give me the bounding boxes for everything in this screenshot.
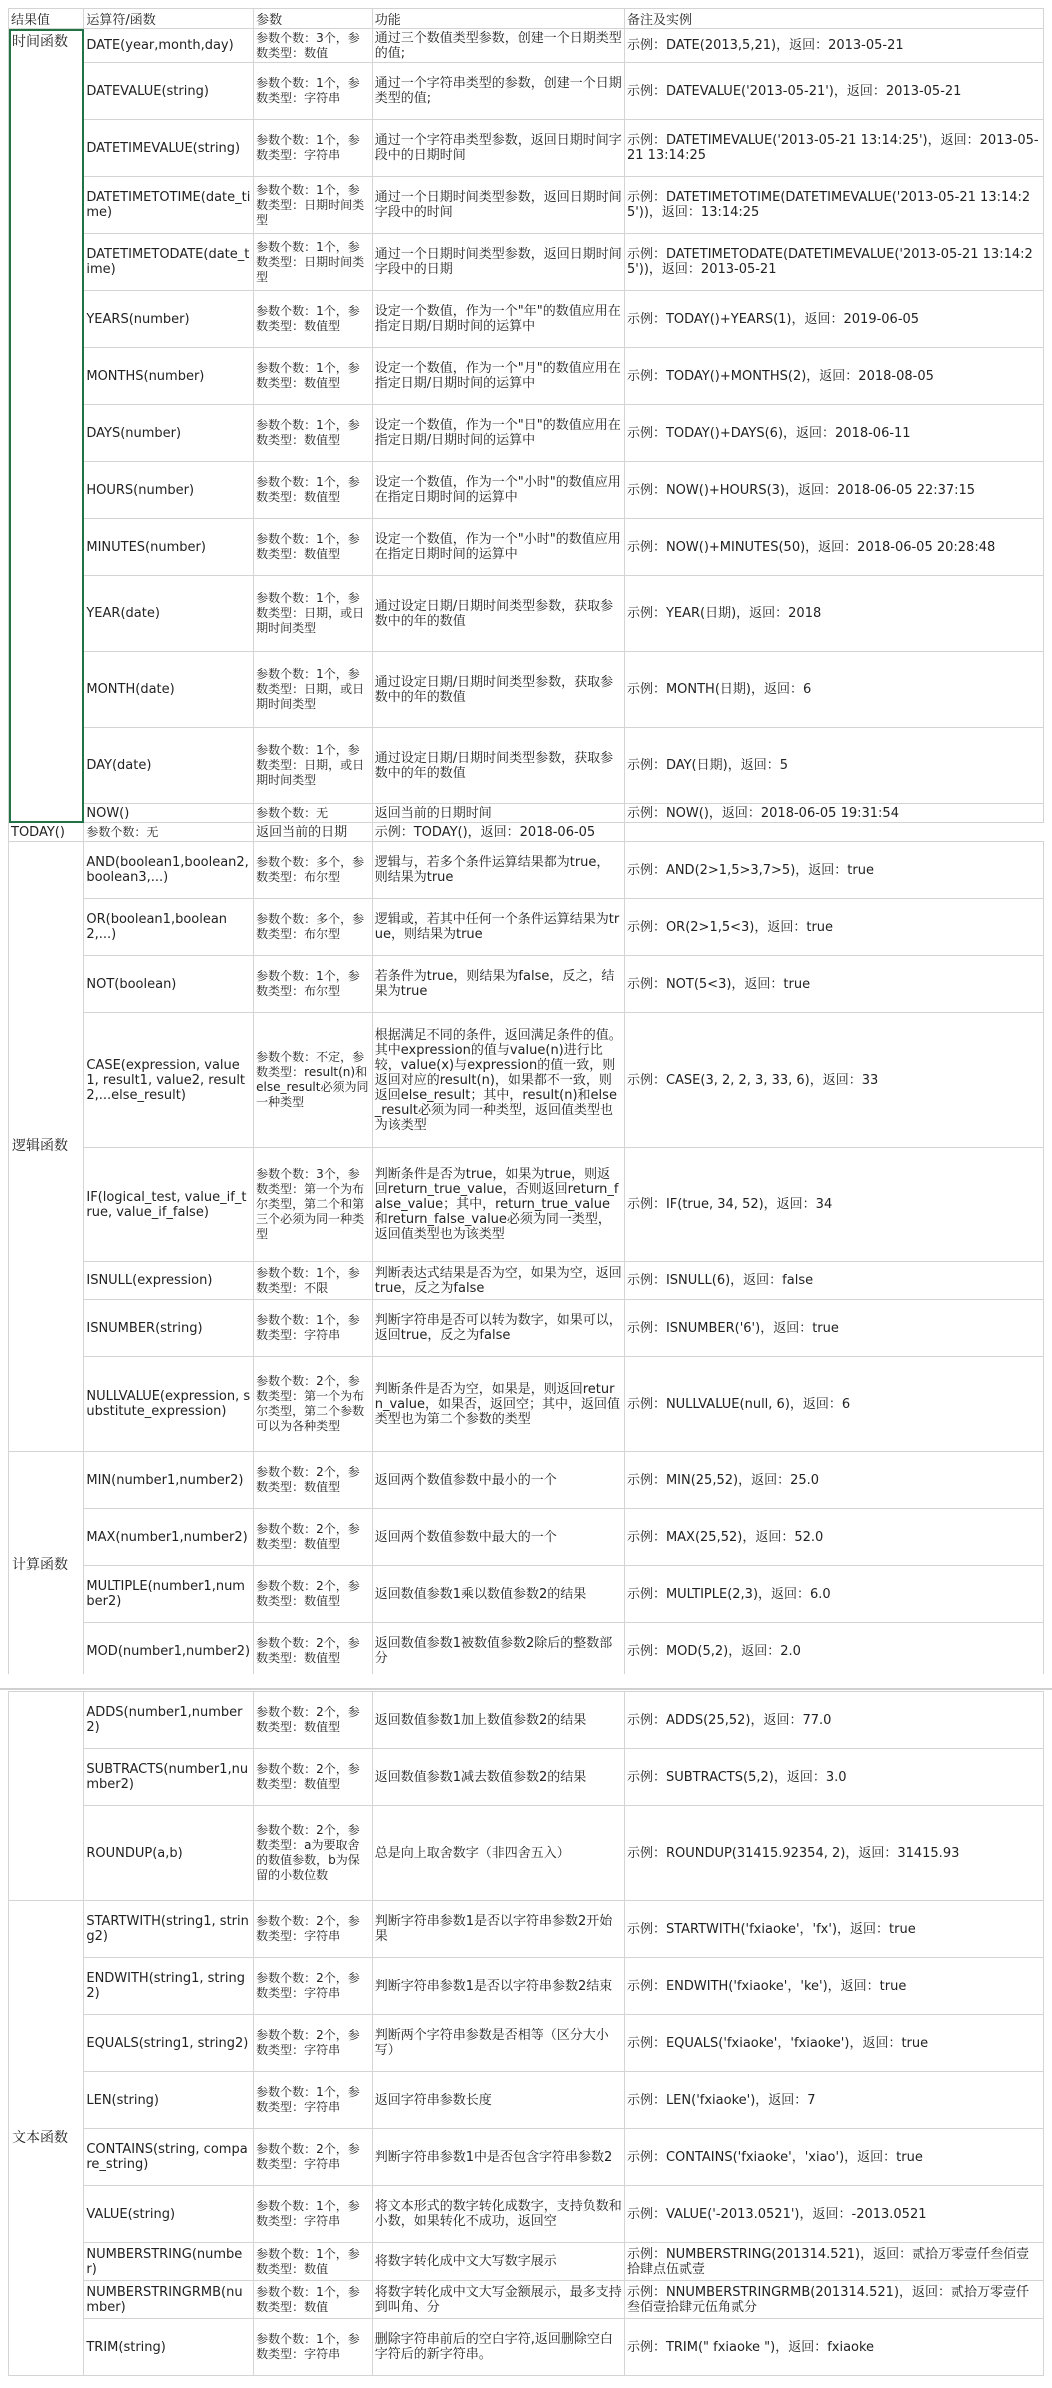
params-cell[interactable]: 参数个数：2个，参数类型：字符串	[254, 2015, 373, 2072]
params-cell[interactable]: 参数个数：1个，参数类型：字符串	[254, 2072, 373, 2129]
description-cell[interactable]: 将数字转化成中文大写金额展示，最多支持到叫角、分	[372, 2281, 624, 2319]
table-row	[9, 1452, 1044, 1509]
description-cell[interactable]: 返回数值参数1被数值参数2除后的整数部分	[372, 1623, 624, 1680]
table-row	[9, 2015, 1044, 2072]
table-row	[9, 1958, 1044, 2015]
params-cell[interactable]: 参数个数：2个，参数类型：数值型	[254, 1509, 373, 1566]
function-name-cell[interactable]: HOURS(number)	[84, 462, 254, 519]
description-cell[interactable]: 通过设定日期/日期时间类型参数，获取参数中的年的数值	[372, 576, 624, 652]
example-cell[interactable]: 示例：TODAY()，返回：2018-06-05	[372, 823, 624, 842]
table-row	[9, 2072, 1044, 2129]
table-row	[9, 899, 1044, 956]
params-cell[interactable]: 参数个数：2个，参数类型：数值型	[254, 1452, 373, 1509]
function-name-cell[interactable]: NOT(boolean)	[84, 956, 254, 1013]
description-cell[interactable]: 通过设定日期/日期时间类型参数，获取参数中的年的数值	[372, 728, 624, 804]
function-name-cell[interactable]: DATEVALUE(string)	[84, 63, 254, 120]
params-cell[interactable]: 参数个数：3个，参数类型：第一个为布尔类型，第二个和第三个必须为同一种类型	[254, 1148, 373, 1262]
function-name-cell[interactable]: DATE(year,month,day)	[84, 29, 254, 63]
table-row	[9, 63, 1044, 120]
function-name-cell[interactable]: AND(boolean1,boolean2,boolean3,...)	[84, 842, 254, 899]
table-row	[9, 1013, 1044, 1148]
description-cell[interactable]: 逻辑与，若多个条件运算结果都为true，则结果为true	[372, 842, 624, 899]
description-cell[interactable]: 若条件为true，则结果为false，反之，结果为true	[372, 956, 624, 1013]
description-cell[interactable]: 设定一个数值，作为一个"月"的数值应用在指定日期/日期时间的运算中	[372, 348, 624, 405]
header-result-type[interactable]: 结果值	[9, 9, 84, 29]
header-params[interactable]: 参数	[254, 9, 373, 29]
example-cell[interactable]: 示例：NOW()，返回：2018-06-05 19:31:54	[624, 804, 1043, 823]
description-cell[interactable]: 返回当前的日期	[254, 823, 373, 842]
example-cell[interactable]: 示例：DATE(2013,5,21)，返回：2013-05-21	[624, 29, 1043, 63]
function-name-cell[interactable]: STARTWITH(string1, string2)	[84, 1901, 254, 1958]
function-name-cell[interactable]: OR(boolean1,boolean2,...)	[84, 899, 254, 956]
params-cell[interactable]: 参数个数：1个，参数类型：数值型	[254, 405, 373, 462]
table-row	[9, 1300, 1044, 1357]
function-name-cell[interactable]: NOW()	[84, 804, 254, 823]
function-name-cell[interactable]: MAX(number1,number2)	[84, 1509, 254, 1566]
function-name-cell[interactable]: DATETIMETOTIME(date_time)	[84, 177, 254, 234]
example-cell[interactable]: 示例：MAX(25,52)，返回：52.0	[624, 1509, 1043, 1566]
table-row	[9, 2129, 1044, 2186]
example-cell[interactable]: 示例：ADDS(25,52)，返回：77.0	[624, 1692, 1043, 1749]
params-cell[interactable]: 参数个数：多个，参数类型：布尔型	[254, 842, 373, 899]
params-cell[interactable]: 参数个数：2个，参数类型：数值型	[254, 1623, 373, 1680]
params-cell[interactable]: 参数个数：1个，参数类型：数值型	[254, 348, 373, 405]
function-name-cell[interactable]: ROUNDUP(a,b)	[84, 1806, 254, 1901]
function-name-cell[interactable]: NULLVALUE(expression, substitute_expression)	[84, 1357, 254, 1452]
function-name-cell[interactable]: IF(logical_test, value_if_true, value_if_false)	[84, 1148, 254, 1262]
table-row	[9, 842, 1044, 899]
example-cell[interactable]: 示例：IF(true, 34, 52)，返回：34	[624, 1148, 1043, 1262]
function-name-cell[interactable]: YEAR(date)	[84, 576, 254, 652]
function-name-cell[interactable]: YEARS(number)	[84, 291, 254, 348]
function-name-cell[interactable]: SUBTRACTS(number1,number2)	[84, 1749, 254, 1806]
table-row	[9, 2243, 1044, 2281]
description-cell[interactable]: 返回两个数值参数中最大的一个	[372, 1509, 624, 1566]
example-cell[interactable]: 示例：NOW()+MINUTES(50)，返回：2018-06-05 20:28:48	[624, 519, 1043, 576]
description-cell[interactable]: 设定一个数值，作为一个"年"的数值应用在指定日期/日期时间的运算中	[372, 291, 624, 348]
table-row	[9, 1806, 1044, 1901]
function-name-cell[interactable]: ENDWITH(string1, string2)	[84, 1958, 254, 2015]
function-name-cell[interactable]: ISNUMBER(string)	[84, 1300, 254, 1357]
table-row	[9, 1566, 1044, 1623]
function-name-cell[interactable]: DATETIMEVALUE(string)	[84, 120, 254, 177]
params-cell[interactable]: 参数个数：3个，参数类型：数值	[254, 29, 373, 63]
params-cell[interactable]: 参数个数：多个，参数类型：布尔型	[254, 899, 373, 956]
category-cell[interactable]	[9, 1692, 84, 1901]
description-cell[interactable]: 根据满足不同的条件，返回满足条件的值。其中expression的值与value(n)进行比较，value(x)与expression的值一致，则返回对应的result(n)，如果都不一致，则返回else_result；其中，result(n)和else_result必须为同一种类型，返回值类型也为该类型	[372, 1013, 624, 1148]
description-cell[interactable]: 通过一个字符串类型的参数，创建一个日期类型的值;	[372, 63, 624, 120]
function-name-cell[interactable]: TRIM(string)	[84, 2319, 254, 2376]
description-cell[interactable]: 返回当前的日期时间	[372, 804, 624, 823]
table-row	[9, 405, 1044, 462]
description-cell[interactable]: 逻辑或，若其中任何一个条件运算结果为true，则结果为true	[372, 899, 624, 956]
params-cell[interactable]: 参数个数：1个，参数类型：不限	[254, 1262, 373, 1300]
function-name-cell[interactable]: EQUALS(string1, string2)	[84, 2015, 254, 2072]
description-cell[interactable]: 通过一个日期时间类型参数，返回日期时间字段中的日期	[372, 234, 624, 291]
description-cell[interactable]: 返回字符串参数长度	[372, 2072, 624, 2129]
table-row	[9, 177, 1044, 234]
table-row	[9, 29, 1044, 63]
table-row	[9, 1509, 1044, 1566]
example-cell[interactable]: 示例：DAY(日期)，返回：5	[624, 728, 1043, 804]
example-cell[interactable]: 示例：NNUMBERSTRINGRMB(201314.521)，返回：贰拾万零壹仟叁佰壹拾肆元伍角贰分	[624, 2281, 1043, 2319]
table-row	[9, 1623, 1044, 1680]
example-cell[interactable]: 示例：VALUE('-2013.0521')，返回：-2013.0521	[624, 2186, 1043, 2243]
example-cell[interactable]: 示例：LEN('fxiaoke')，返回：7	[624, 2072, 1043, 2129]
header-example[interactable]: 备注及实例	[624, 9, 1043, 29]
category-cell[interactable]: 逻辑函数	[9, 842, 84, 1452]
description-cell[interactable]: 返回两个数值参数中最小的一个	[372, 1452, 624, 1509]
table-row	[9, 234, 1044, 291]
params-cell[interactable]: 参数个数：1个，参数类型：日期，或日期时间类型	[254, 652, 373, 728]
example-cell[interactable]: 示例：DATEVALUE('2013-05-21')，返回：2013-05-21	[624, 63, 1043, 120]
table-row	[9, 462, 1044, 519]
params-cell[interactable]: 参数个数：2个，参数类型：数值型	[254, 1692, 373, 1749]
description-cell[interactable]: 通过一个日期时间类型参数，返回日期时间字段中的时间	[372, 177, 624, 234]
example-cell[interactable]: 示例：MIN(25,52)，返回：25.0	[624, 1452, 1043, 1509]
header-function[interactable]: 运算符/函数	[84, 9, 254, 29]
function-name-cell[interactable]: NUMBERSTRING(number)	[84, 2243, 254, 2281]
params-cell[interactable]: 参数个数：1个，参数类型：字符串	[254, 2186, 373, 2243]
function-table-part2	[8, 1691, 1044, 2376]
example-cell[interactable]: 示例：ISNULL(6)，返回：false	[624, 1262, 1043, 1300]
table-row	[9, 2281, 1044, 2319]
example-cell[interactable]: 示例：CONTAINS('fxiaoke'，'xiao')，返回：true	[624, 2129, 1043, 2186]
function-name-cell[interactable]: CONTAINS(string, compare_string)	[84, 2129, 254, 2186]
example-cell[interactable]: 示例：NUMBERSTRING(201314.521)，返回：贰拾万零壹仟叁佰壹拾肆点伍贰壹	[624, 2243, 1043, 2281]
header-row	[9, 9, 1044, 29]
params-cell[interactable]: 参数个数：1个，参数类型：字符串	[254, 63, 373, 120]
function-name-cell[interactable]: MOD(number1,number2)	[84, 1623, 254, 1680]
params-cell[interactable]: 参数个数：2个，参数类型：数值型	[254, 1749, 373, 1806]
params-cell[interactable]: 参数个数：1个，参数类型：数值型	[254, 462, 373, 519]
table-row	[9, 956, 1044, 1013]
header-description[interactable]: 功能	[372, 9, 624, 29]
description-cell[interactable]: 判断字符串参数1是否以字符串参数2结束	[372, 1958, 624, 2015]
example-cell[interactable]: 示例：ROUNDUP(31415.92354, 2)，返回：31415.93	[624, 1806, 1043, 1901]
table-row	[9, 1692, 1044, 1749]
example-cell[interactable]: 示例：DATETIMEVALUE('2013-05-21 13:14:25')，返回：2013-05-21 13:14:25	[624, 120, 1043, 177]
params-cell[interactable]: 参数个数：2个，参数类型：字符串	[254, 1958, 373, 2015]
function-name-cell[interactable]: DAY(date)	[84, 728, 254, 804]
description-cell[interactable]: 总是向上取舍数字（非四舍五入）	[372, 1806, 624, 1901]
params-cell[interactable]: 参数个数：1个，参数类型：日期时间类型	[254, 234, 373, 291]
table-row	[9, 1262, 1044, 1300]
example-cell[interactable]: 示例：MONTH(日期)，返回：6	[624, 652, 1043, 728]
table-row	[9, 728, 1044, 804]
function-name-cell[interactable]: LEN(string)	[84, 2072, 254, 2129]
example-cell[interactable]: 示例：MULTIPLE(2,3)，返回：6.0	[624, 1566, 1043, 1623]
description-cell[interactable]: 判断字符串参数1是否以字符串参数2开始果	[372, 1901, 624, 1958]
category-cell[interactable]: 计算函数	[9, 1452, 84, 1680]
table-row	[9, 120, 1044, 177]
description-cell[interactable]: 判断两个字符串参数是否相等（区分大小写）	[372, 2015, 624, 2072]
function-name-cell[interactable]: MINUTES(number)	[84, 519, 254, 576]
table-row	[9, 1901, 1044, 1958]
description-cell[interactable]: 返回数值参数1减去数值参数2的结果	[372, 1749, 624, 1806]
params-cell[interactable]: 参数个数：2个，参数类型：数值型	[254, 1566, 373, 1623]
description-cell[interactable]: 判断条件是否为空，如果是，则返回return_value，如果否，返回空；其中，返回值类型也为第二个参数的类型	[372, 1357, 624, 1452]
table-row	[9, 1357, 1044, 1452]
params-cell[interactable]: 参数个数：1个，参数类型：数值型	[254, 291, 373, 348]
description-cell[interactable]: 判断字符串是否可以转为数字，如果可以，返回true，反之为false	[372, 1300, 624, 1357]
table-row	[9, 576, 1044, 652]
example-cell[interactable]: 示例：TODAY()+DAYS(6)，返回：2018-06-11	[624, 405, 1043, 462]
table-row	[9, 804, 1044, 823]
params-cell[interactable]: 参数个数：1个，参数类型：日期，或日期时间类型	[254, 728, 373, 804]
function-name-cell[interactable]: ADDS(number1,number2)	[84, 1692, 254, 1749]
params-cell[interactable]: 参数个数：1个，参数类型：数值	[254, 2281, 373, 2319]
description-cell[interactable]: 设定一个数值，作为一个"日"的数值应用在指定日期/日期时间的运算中	[372, 405, 624, 462]
example-cell[interactable]: 示例：ISNUMBER('6')，返回：true	[624, 1300, 1043, 1357]
params-cell[interactable]: 参数个数：1个，参数类型：日期时间类型	[254, 177, 373, 234]
example-cell[interactable]: 示例：DATETIMETODATE(DATETIMEVALUE('2013-05-21 13:14:25'))，返回：2013-05-21	[624, 234, 1043, 291]
params-cell[interactable]: 参数个数：2个，参数类型：字符串	[254, 2129, 373, 2186]
description-cell[interactable]: 返回数值参数1加上数值参数2的结果	[372, 1692, 624, 1749]
function-name-cell[interactable]: MULTIPLE(number1,number2)	[84, 1566, 254, 1623]
description-cell[interactable]: 返回数值参数1乘以数值参数2的结果	[372, 1566, 624, 1623]
function-name-cell[interactable]: VALUE(string)	[84, 2186, 254, 2243]
table-row	[9, 652, 1044, 728]
example-cell[interactable]: 示例：TRIM(" fxiaoke ")，返回：fxiaoke	[624, 2319, 1043, 2376]
function-name-cell[interactable]: MIN(number1,number2)	[84, 1452, 254, 1509]
table-row	[9, 1749, 1044, 1806]
example-cell[interactable]: 示例：SUBTRACTS(5,2)，返回：3.0	[624, 1749, 1043, 1806]
function-name-cell[interactable]: TODAY()	[9, 823, 84, 842]
example-cell[interactable]: 示例：YEAR(日期)，返回：2018	[624, 576, 1043, 652]
description-cell[interactable]: 将文本形式的数字转化成数字，支持负数和小数，如果转化不成功，返回空	[372, 2186, 624, 2243]
description-cell[interactable]: 设定一个数值，作为一个"小时"的数值应用在指定日期时间的运算中	[372, 519, 624, 576]
description-cell[interactable]: 通过一个字符串类型参数，返回日期时间字段中的日期时间	[372, 120, 624, 177]
example-cell[interactable]: 示例：CASE(3, 2, 2, 3, 33, 6)，返回：33	[624, 1013, 1043, 1148]
params-cell[interactable]: 参数个数：1个，参数类型：字符串	[254, 2319, 373, 2376]
example-cell[interactable]: 示例：TODAY()+YEARS(1)，返回：2019-06-05	[624, 291, 1043, 348]
params-cell[interactable]: 参数个数：2个，参数类型：第一个为布尔类型，第二个参数可以为各种类型	[254, 1357, 373, 1452]
params-cell[interactable]: 参数个数：1个，参数类型：数值	[254, 2243, 373, 2281]
params-cell[interactable]: 参数个数：1个，参数类型：字符串	[254, 1300, 373, 1357]
function-name-cell[interactable]: DATETIMETODATE(date_time)	[84, 234, 254, 291]
function-name-cell[interactable]: CASE(expression, value1, result1, value2, result2,...else_result)	[84, 1013, 254, 1148]
description-cell[interactable]: 判断字符串参数1中是否包含字符串参数2	[372, 2129, 624, 2186]
params-cell[interactable]: 参数个数：1个，参数类型：日期，或日期时间类型	[254, 576, 373, 652]
params-cell[interactable]: 参数个数：1个，参数类型：数值型	[254, 519, 373, 576]
params-cell[interactable]: 参数个数：2个，参数类型：a为要取舍的数值参数，b为保留的小数位数	[254, 1806, 373, 1901]
params-cell[interactable]: 参数个数：无	[84, 823, 254, 842]
params-cell[interactable]: 参数个数：2个，参数类型：字符串	[254, 1901, 373, 1958]
table-row	[9, 519, 1044, 576]
example-cell[interactable]: 示例：DATETIMETOTIME(DATETIMEVALUE('2013-05-21 13:14:25'))，返回：13:14:25	[624, 177, 1043, 234]
table-row	[9, 348, 1044, 405]
table-row	[9, 1148, 1044, 1262]
description-cell[interactable]: 判断表达式结果是否为空，如果为空，返回true，反之为false	[372, 1262, 624, 1300]
category-cell[interactable]: 时间函数	[9, 29, 84, 823]
description-cell[interactable]: 通过设定日期/日期时间类型参数，获取参数中的年的数值	[372, 652, 624, 728]
example-cell[interactable]: 示例：TODAY()+MONTHS(2)，返回：2018-08-05	[624, 348, 1043, 405]
example-cell[interactable]: 示例：STARTWITH('fxiaoke'，'fx')，返回：true	[624, 1901, 1043, 1958]
description-cell[interactable]: 设定一个数值，作为一个"小时"的数值应用在指定日期时间的运算中	[372, 462, 624, 519]
params-cell[interactable]: 参数个数：1个，参数类型：字符串	[254, 120, 373, 177]
example-cell[interactable]: 示例：NOT(5<3)，返回：true	[624, 956, 1043, 1013]
table-row	[9, 823, 1044, 842]
description-cell[interactable]: 将数字转化成中文大写数字展示	[372, 2243, 624, 2281]
example-cell[interactable]: 示例：OR(2>1,5<3)，返回：true	[624, 899, 1043, 956]
example-cell[interactable]: 示例：ENDWITH('fxiaoke'，'ke')，返回：true	[624, 1958, 1043, 2015]
description-cell[interactable]: 通过三个数值类型参数，创建一个日期类型的值;	[372, 29, 624, 63]
params-cell[interactable]: 参数个数：无	[254, 804, 373, 823]
example-cell[interactable]: 示例：AND(2>1,5>3,7>5)，返回：true	[624, 842, 1043, 899]
example-cell[interactable]: 示例：NULLVALUE(null, 6)，返回：6	[624, 1357, 1043, 1452]
function-name-cell[interactable]: NUMBERSTRINGRMB(number)	[84, 2281, 254, 2319]
example-cell[interactable]: 示例：EQUALS('fxiaoke'，'fxiaoke')，返回：true	[624, 2015, 1043, 2072]
page-break-divider	[0, 1674, 1052, 1690]
category-cell[interactable]: 文本函数	[9, 1901, 84, 2376]
table-row	[9, 2186, 1044, 2243]
function-name-cell[interactable]: MONTHS(number)	[84, 348, 254, 405]
function-table-part1	[8, 8, 1044, 1680]
description-cell[interactable]: 删除字符串前后的空白字符,返回删除空白字符后的新字符串。	[372, 2319, 624, 2376]
table-row	[9, 2319, 1044, 2376]
description-cell[interactable]: 判断条件是否为true，如果为true，则返回return_true_value，否则返回return_false_value；其中，return_true_value和return_false_value必须为同一类型，返回值类型也为该类型	[372, 1148, 624, 1262]
function-name-cell[interactable]: MONTH(date)	[84, 652, 254, 728]
function-name-cell[interactable]: DAYS(number)	[84, 405, 254, 462]
table-row	[9, 291, 1044, 348]
example-cell[interactable]: 示例：MOD(5,2)，返回：2.0	[624, 1623, 1043, 1680]
example-cell[interactable]: 示例：NOW()+HOURS(3)，返回：2018-06-05 22:37:15	[624, 462, 1043, 519]
params-cell[interactable]: 参数个数：不定，参数类型：result(n)和else_result必须为同一种类型	[254, 1013, 373, 1148]
function-name-cell[interactable]: ISNULL(expression)	[84, 1262, 254, 1300]
params-cell[interactable]: 参数个数：1个，参数类型：布尔型	[254, 956, 373, 1013]
